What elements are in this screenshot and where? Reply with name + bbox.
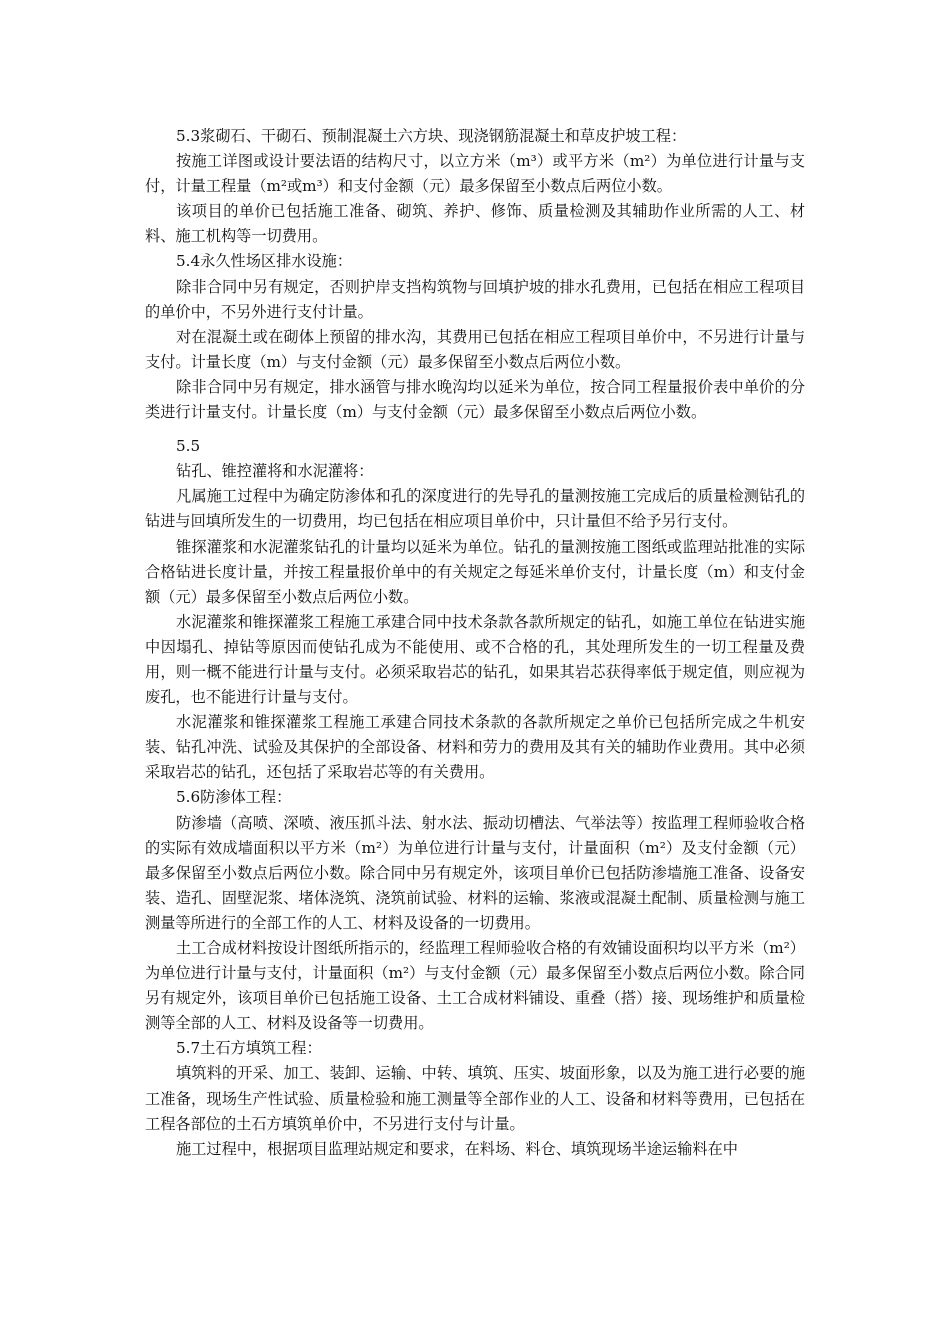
- heading-5-5-title: 钻孔、锥控灌将和水泥灌将：: [176, 462, 374, 481]
- heading-5-7: 5.7土石方填筑工程：: [176, 1039, 322, 1058]
- paragraph: 按施工详图或设计要法语的结构尺寸，以立方米（m³）或平方米（m²）为单位进行计量与支付，计量工程量（m²或m³）和支付金额（元）最多保留至小数点后两位小数。: [145, 152, 805, 196]
- paragraph: 凡属施工过程中为确定防渗体和孔的深度进行的先导孔的量测按施工完成后的质量检测钻孔的钻进与回填所发生的一切费用，均已包括在相应项目单价中，只计量但不给予另行支付。: [145, 487, 805, 531]
- paragraph: 填筑料的开采、加工、装卸、运输、中转、填筑、压实、坡面形象，以及为施工进行必要的施工准备，现场生产性试验、质量检验和施工测量等全部作业的人工、设备和材料等费用，已包括在工程各部位的土石方填筑单价中，不另进行支付与计量。: [145, 1064, 805, 1133]
- heading-5-5: 5.5: [176, 437, 201, 456]
- paragraph: 对在混凝土或在砌体上预留的排水沟，其费用已包括在相应工程项目单价中，不另进行计量与支付。计量长度（m）与支付金额（元）最多保留至小数点后两位小数。: [145, 327, 805, 371]
- heading-5-4: 5.4永久性场区排水设施：: [176, 252, 353, 271]
- spacer: [145, 425, 805, 434]
- paragraph: 除非合同中另有规定，否则护岸支挡构筑物与回填护坡的排水孔费用，已包括在相应工程项目的单价中，不另外进行支付计量。: [145, 277, 805, 321]
- paragraph: 锥探灌浆和水泥灌浆钻孔的计量均以延米为单位。钻孔的量测按施工图纸或监理站批准的实际合格钻进长度计量，并按工程量报价单中的有关规定之每延米单价支付，计量长度（m）和支付金额（元）最多保留至小数点后两位小数。: [145, 537, 805, 606]
- paragraph: 水泥灌浆和锥探灌浆工程施工承建合同中技术条款各款所规定的钻孔，如施工单位在钻进实施中因塌孔、掉钻等原因而使钻孔成为不能使用、或不合格的孔，其处理所发生的一切工程量及费用，则一概不能进行计量与支付。必须采取岩芯的钻孔，如果其岩芯获得率低于规定值，则应视为废孔，也不能进行计量与支付。: [145, 612, 805, 707]
- heading-5-3: 5.3浆砌石、干砌石、预制混凝土六方块、现浇钢筋混凝土和草皮护坡工程：: [176, 127, 687, 145]
- paragraph: 水泥灌浆和锥探灌浆工程施工承建合同技术条款的各款所规定之单价已包括所完成之牛机安装、钻孔冲洗、试验及其保护的全部设备、材料和劳力的费用及其有关的辅助作业费用。其中必须采取岩芯的钻孔，还包括了采取岩芯等的有关费用。: [145, 713, 805, 782]
- paragraph: 该项目的单价已包括施工准备、砌筑、养护、修饰、质量检测及其辅助作业所需的人工、材料、施工机构等一切费用。: [145, 202, 805, 246]
- paragraph: 施工过程中，根据项目监理站规定和要求，在料场、料仓、填筑现场半途运输料在中: [176, 1139, 738, 1158]
- paragraph: 防渗墙（高喷、深喷、液压抓斗法、射水法、振动切槽法、气举法等）按监理工程师验收合格的实际有效成墙面积以平方米（m²）为单位进行计量与支付，计量面积（m²）及支付金额（元）最多保留至小数点后两位小数。除合同中另有规定外，该项目单价已包括防渗墙施工准备、设备安装、造孔、固壁泥浆、堵体浇筑、浇筑前试验、材料的运输、浆液或混凝土配制、质量检测与施工测量等所进行的全部工作的人工、材料及设备的一切费用。: [145, 813, 805, 932]
- heading-5-6: 5.6防渗体工程：: [176, 788, 292, 807]
- paragraph: 土工合成材料按设计图纸所指示的，经监理工程师验收合格的有效铺设面积均以平方米（m²）为单位进行计量与支付，计量面积（m²）与支付金额（元）最多保留至小数点后两位小数。除合同另有规定外，该项目单价已包括施工设备、土工合成材料铺设、重叠（搭）接、现场维护和质量检测等全部的人工、材料及设备等一切费用。: [145, 939, 805, 1033]
- paragraph: 除非合同中另有规定，排水涵管与排水晚沟均以延米为单位，按合同工程量报价表中单价的分类进行计量支付。计量长度（m）与支付金额（元）最多保留至小数点后两位小数。: [145, 377, 805, 422]
